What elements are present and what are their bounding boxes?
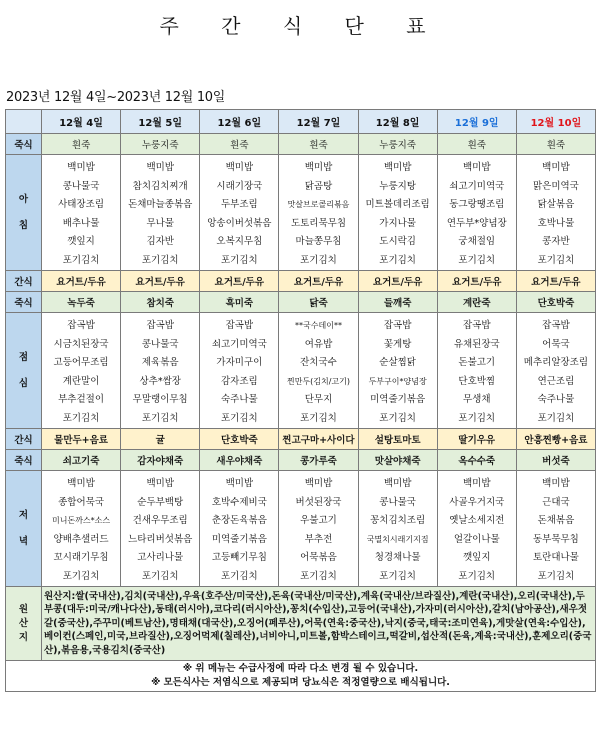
menu-item: 닭살볶음 bbox=[537, 199, 575, 210]
menu-item: 연두부*양념장 bbox=[446, 217, 507, 229]
menu-item: 숙주나물 bbox=[537, 394, 575, 405]
menu-item: 궁채절임 bbox=[458, 236, 496, 247]
menu-item: 포기김치 bbox=[141, 570, 179, 582]
breakfast-porridge-row-cell: 흰죽 bbox=[200, 134, 279, 155]
day-header: 12월 8일 bbox=[358, 110, 437, 134]
day-header: 12월 10일 bbox=[516, 110, 595, 134]
menu-item: **국수데이** bbox=[295, 321, 342, 330]
menu-item: 돈채마늘종볶음 bbox=[128, 199, 193, 210]
breakfast-porridge-row-cell: 흰죽 bbox=[279, 134, 358, 155]
menu-item: 잡곡밥 bbox=[383, 320, 412, 331]
note-line: ※ 모든식사는 저염식으로 제공되며 당뇨식은 적정열량으로 배식됩니다. bbox=[151, 677, 450, 689]
menu-item: 가자미구이 bbox=[216, 357, 263, 368]
menu-item: 포기김치 bbox=[379, 412, 416, 424]
note-line: ※ 위 메뉴는 수급사정에 따라 다소 변경 될 수 있습니다. bbox=[182, 663, 419, 675]
breakfast-row-cell bbox=[42, 155, 121, 271]
menu-item: 두부구이*양념장 bbox=[368, 376, 427, 386]
notes-cell bbox=[6, 661, 596, 692]
menu-item: 양배추샐러드 bbox=[53, 533, 109, 545]
menu-item: 고등어무조림 bbox=[53, 357, 109, 368]
dinner-row-cell bbox=[200, 471, 279, 587]
page-title: 주 간 식 단 표 bbox=[159, 14, 444, 38]
menu-item: 백미밥 bbox=[146, 478, 174, 489]
menu-item: 포기김치 bbox=[300, 412, 337, 424]
breakfast-row-cell bbox=[516, 155, 595, 271]
day-header: 12월 9일 bbox=[437, 110, 516, 134]
header-corner bbox=[6, 110, 42, 134]
dinner-porridge-row-cell: 옥수수죽 bbox=[437, 450, 516, 471]
menu-item: 포기김치 bbox=[379, 570, 416, 582]
dinner-porridge-row-cell: 버섯죽 bbox=[516, 450, 595, 471]
menu-item: 상추*쌈장 bbox=[139, 375, 181, 387]
menu-item: 포기김치 bbox=[458, 254, 496, 266]
dinner-porridge-row-cell: 감자야채죽 bbox=[121, 450, 200, 471]
menu-item: 미니돈까스*소스 bbox=[52, 516, 111, 525]
row-label-snack: 간식 bbox=[6, 429, 42, 450]
menu-item: 단무지 bbox=[304, 394, 333, 405]
menu-item: 시금치된장국 bbox=[53, 338, 109, 350]
menu-item: 느타리버섯볶음 bbox=[128, 533, 193, 545]
afternoon-snack-row-cell: 설탕토마토 bbox=[358, 429, 437, 450]
dinner-row-cell bbox=[279, 471, 358, 587]
menu-item: 맛살브로콜리볶음 bbox=[287, 200, 350, 209]
menu-item: 도토리묵무침 bbox=[290, 217, 347, 229]
dinner-porridge-row-cell: 새우야채죽 bbox=[200, 450, 279, 471]
menu-item: 백미밥 bbox=[383, 478, 412, 489]
menu-item: 종합어묵국 bbox=[58, 496, 105, 508]
morning-snack-row-cell: 요거트/두유 bbox=[358, 271, 437, 292]
lunch-row-cell bbox=[437, 313, 516, 429]
dinner-porridge-row bbox=[6, 450, 596, 471]
menu-item: 토란대나물 bbox=[532, 552, 579, 563]
menu-item: 잡곡밥 bbox=[542, 320, 570, 331]
menu-item: 두부조림 bbox=[220, 199, 258, 210]
menu-item: 백미밥 bbox=[463, 162, 491, 173]
menu-item: 꽃게탕 bbox=[383, 338, 412, 350]
menu-item: 무생채 bbox=[463, 394, 491, 405]
menu-item: 포기김치 bbox=[62, 570, 100, 582]
menu-item: 잡곡밥 bbox=[146, 320, 174, 331]
lunch-porridge-row-cell: 녹두죽 bbox=[42, 292, 121, 313]
menu-item: 부추전 bbox=[304, 533, 333, 545]
menu-item: 미역줄기볶음 bbox=[211, 533, 267, 545]
menu-item: 포기김치 bbox=[62, 254, 100, 266]
menu-item: 춘장돈육볶음 bbox=[211, 515, 267, 526]
menu-item: 백미밥 bbox=[225, 162, 254, 173]
breakfast-porridge-row bbox=[6, 134, 596, 155]
menu-item: 참치김치찌개 bbox=[132, 180, 188, 192]
menu-item: 청경채나물 bbox=[374, 552, 421, 563]
menu-item: 돈채볶음 bbox=[537, 515, 575, 526]
lunch-row-cell bbox=[279, 313, 358, 429]
menu-item: 무말랭이무침 bbox=[132, 394, 188, 405]
menu-item: 건새우무조림 bbox=[132, 515, 188, 526]
menu-item: 여유밥 bbox=[304, 338, 333, 350]
menu-item: 꼬시래기무침 bbox=[53, 552, 109, 563]
menu-item: 가지나물 bbox=[379, 217, 416, 229]
menu-item: 어묵볶음 bbox=[300, 552, 337, 563]
row-label-breakfast: 아 침 bbox=[6, 155, 42, 271]
menu-item: 포기김치 bbox=[220, 412, 258, 424]
menu-item: 동부묵무침 bbox=[532, 533, 579, 545]
morning-snack-row-cell: 요거트/두유 bbox=[121, 271, 200, 292]
menu-item: 깻잎지 bbox=[67, 236, 95, 247]
menu-item: 포기김치 bbox=[220, 570, 258, 582]
menu-item: 백미밥 bbox=[304, 162, 333, 173]
breakfast-row-cell bbox=[200, 155, 279, 271]
menu-item: 잡곡밥 bbox=[67, 320, 95, 331]
menu-item: 백미밥 bbox=[146, 162, 174, 173]
lunch-row-cell bbox=[200, 313, 279, 429]
menu-item: 포기김치 bbox=[458, 412, 496, 424]
menu-item: 백미밥 bbox=[67, 162, 95, 173]
menu-item: 백미밥 bbox=[304, 478, 333, 489]
breakfast-porridge-row-cell: 누룽지죽 bbox=[358, 134, 437, 155]
breakfast-row-cell bbox=[358, 155, 437, 271]
row-label-porridge: 죽식 bbox=[6, 134, 42, 155]
menu-item: 쇠고기미역국 bbox=[211, 338, 267, 350]
dinner-row bbox=[6, 471, 596, 587]
day-header: 12월 6일 bbox=[200, 110, 279, 134]
lunch-row-cell bbox=[516, 313, 595, 429]
morning-snack-row-cell: 요거트/두유 bbox=[516, 271, 595, 292]
menu-item: 미트볼데리조림 bbox=[365, 199, 430, 210]
menu-item: 꽁치김치조림 bbox=[370, 515, 426, 526]
lunch-row-cell bbox=[358, 313, 437, 429]
dinner-row-cell bbox=[121, 471, 200, 587]
notes-row bbox=[6, 661, 596, 692]
morning-snack-row-cell: 요거트/두유 bbox=[200, 271, 279, 292]
afternoon-snack-row-cell: 귤 bbox=[121, 429, 200, 450]
lunch-porridge-row-cell: 단호박죽 bbox=[516, 292, 595, 313]
row-label-porridge: 죽식 bbox=[6, 292, 42, 313]
menu-item: 국멸치시래기지짐 bbox=[366, 534, 429, 544]
afternoon-snack-row-cell: 안흥찐빵+음료 bbox=[516, 429, 595, 450]
menu-item: 고사리나물 bbox=[137, 552, 184, 563]
menu-item: 콩자반 bbox=[542, 236, 570, 247]
menu-item: 무나물 bbox=[146, 217, 174, 229]
menu-item: 백미밥 bbox=[463, 478, 491, 489]
breakfast-porridge-row-cell: 흰죽 bbox=[516, 134, 595, 155]
lunch-porridge-row-cell: 흑미죽 bbox=[200, 292, 279, 313]
menu-item: 포기김치 bbox=[537, 254, 575, 266]
morning-snack-row-cell: 요거트/두유 bbox=[279, 271, 358, 292]
menu-item: 옛날소세지전 bbox=[449, 515, 505, 526]
menu-item: 도시락김 bbox=[379, 236, 416, 247]
morning-snack-row-cell: 요거트/두유 bbox=[437, 271, 516, 292]
afternoon-snack-row-cell: 찐고구마+사이다 bbox=[279, 429, 358, 450]
header-row bbox=[6, 110, 596, 134]
breakfast-porridge-row-cell: 흰죽 bbox=[42, 134, 121, 155]
menu-item: 백미밥 bbox=[225, 478, 254, 489]
menu-item: 쇠고기미역국 bbox=[449, 180, 505, 192]
menu-item: 우불고기 bbox=[300, 515, 337, 526]
menu-item: 앙송이버섯볶음 bbox=[207, 217, 272, 229]
weekly-menu-table bbox=[5, 109, 596, 692]
menu-item: 연근조림 bbox=[537, 375, 575, 387]
breakfast-row-cell bbox=[121, 155, 200, 271]
menu-item: 사골우거지국 bbox=[449, 496, 505, 508]
menu-item: 잡곡밥 bbox=[463, 320, 491, 331]
row-label-dinner: 저 녁 bbox=[6, 471, 42, 587]
menu-item: 돈불고기 bbox=[458, 357, 496, 368]
date-range: 2023년 12월 4일~2023년 12월 10일 bbox=[6, 90, 226, 105]
menu-item: 포기김치 bbox=[220, 254, 258, 266]
dinner-row-cell bbox=[437, 471, 516, 587]
lunch-row bbox=[6, 313, 596, 429]
dinner-porridge-row-cell: 콩가루죽 bbox=[279, 450, 358, 471]
menu-item: 오복지무침 bbox=[216, 236, 263, 247]
menu-item: 시래기장국 bbox=[216, 180, 263, 192]
breakfast-row-cell bbox=[437, 155, 516, 271]
menu-item: 포기김치 bbox=[141, 412, 179, 424]
menu-item: 호박나물 bbox=[537, 217, 575, 229]
menu-item: 맑은미역국 bbox=[532, 180, 579, 192]
morning-snack-row bbox=[6, 271, 596, 292]
menu-item: 버섯된장국 bbox=[295, 496, 342, 508]
menu-item: 근대국 bbox=[542, 496, 570, 508]
menu-item: 백미밥 bbox=[67, 478, 95, 489]
row-label-lunch: 점 심 bbox=[6, 313, 42, 429]
lunch-porridge-row-cell: 닭죽 bbox=[279, 292, 358, 313]
menu-item: 사태장조림 bbox=[58, 199, 105, 210]
origin-text: 원산지:쌀(국내산),김치(국내산),우육(호주산/미국산),돈육(국내산/미국산),계육(국내산/브라질산),계란(국내산),오리(국내산),두부콩(대두:미국/캐나다산),동태(러시아),코다리(러시아산),꽁치(수입산),고등어(국내산),가자미(러시아산),갈치(남아공산),새우젓갈(중국산),주꾸미(베트남산),명태채(대국산),오징어(페루산),어묵(연육:중국산),낙지(중국,태국:조미연육),게맛살(연육:수입산),베이컨(스페인,미국,브라질산),오징어먹제(칠레산),너비아니,미트볼,함박스테이크,떡갈비,섭산적(돈육,계육:국내산),훈제오리(중국산),볶음용,국용김치(중국산) bbox=[42, 587, 596, 661]
lunch-row-cell bbox=[42, 313, 121, 429]
menu-item: 유채된장국 bbox=[453, 338, 500, 350]
menu-item: 잔치국수 bbox=[300, 357, 337, 368]
menu-item: 고등빼기무침 bbox=[211, 552, 267, 563]
breakfast-porridge-row-cell: 누룽지죽 bbox=[121, 134, 200, 155]
morning-snack-row-cell: 요거트/두유 bbox=[42, 271, 121, 292]
afternoon-snack-row bbox=[6, 429, 596, 450]
breakfast-porridge-row-cell: 흰죽 bbox=[437, 134, 516, 155]
menu-item: 포기김치 bbox=[300, 570, 337, 582]
menu-item: 김자반 bbox=[146, 236, 174, 247]
menu-item: 순살찜닭 bbox=[379, 357, 416, 368]
dinner-porridge-row-cell: 쇠고기죽 bbox=[42, 450, 121, 471]
origin-row bbox=[6, 587, 596, 661]
menu-item: 콩나물국 bbox=[62, 180, 100, 192]
menu-item: 포기김치 bbox=[62, 412, 100, 424]
menu-item: 호박수제비국 bbox=[211, 496, 267, 508]
origin-label: 원 산 지 bbox=[6, 587, 42, 661]
menu-item: 백미밥 bbox=[542, 478, 570, 489]
menu-item: 동그랑땡조림 bbox=[449, 199, 505, 210]
lunch-porridge-row bbox=[6, 292, 596, 313]
menu-item: 미역줄기볶음 bbox=[370, 394, 426, 405]
menu-item: 누룽지탕 bbox=[379, 180, 416, 192]
lunch-row-cell bbox=[121, 313, 200, 429]
menu-item: 포기김치 bbox=[458, 570, 496, 582]
day-header: 12월 4일 bbox=[42, 110, 121, 134]
menu-item: 백미밥 bbox=[542, 162, 570, 173]
lunch-porridge-row-cell: 계란죽 bbox=[437, 292, 516, 313]
row-label-porridge: 죽식 bbox=[6, 450, 42, 471]
menu-item: 어묵국 bbox=[542, 338, 570, 350]
menu-item: 단호박찜 bbox=[458, 375, 496, 387]
dinner-row-cell bbox=[42, 471, 121, 587]
menu-item: 깻잎지 bbox=[463, 552, 491, 563]
menu-item: 제육볶음 bbox=[141, 357, 179, 368]
menu-item: 얼갈이나물 bbox=[453, 533, 500, 545]
lunch-porridge-row-cell: 참치죽 bbox=[121, 292, 200, 313]
menu-item: 배추나물 bbox=[62, 217, 100, 229]
afternoon-snack-row-cell: 딸기우유 bbox=[437, 429, 516, 450]
breakfast-row bbox=[6, 155, 596, 271]
menu-item: 부추겉절이 bbox=[58, 394, 105, 405]
menu-item: 잡곡밥 bbox=[225, 320, 254, 331]
afternoon-snack-row-cell: 물만두+음료 bbox=[42, 429, 121, 450]
afternoon-snack-row-cell: 단호박죽 bbox=[200, 429, 279, 450]
menu-item: 포기김치 bbox=[300, 254, 337, 266]
dinner-row-cell bbox=[358, 471, 437, 587]
dinner-porridge-row-cell: 맛살야채죽 bbox=[358, 450, 437, 471]
menu-item: 백미밥 bbox=[383, 162, 412, 173]
row-label-snack: 간식 bbox=[6, 271, 42, 292]
menu-item: 순두부백탕 bbox=[137, 496, 184, 508]
menu-item: 포기김치 bbox=[379, 254, 416, 266]
menu-item: 포기김치 bbox=[537, 570, 575, 582]
menu-item: 숙주나물 bbox=[220, 394, 258, 405]
menu-item: 메추리알장조림 bbox=[523, 357, 589, 368]
day-header: 12월 7일 bbox=[279, 110, 358, 134]
menu-item: 마늘쫑무침 bbox=[295, 236, 342, 247]
menu-item: 콩나물국 bbox=[379, 496, 416, 508]
day-header: 12월 5일 bbox=[121, 110, 200, 134]
menu-item: 콩나물국 bbox=[141, 338, 179, 350]
menu-item: 계란말이 bbox=[62, 375, 100, 387]
lunch-porridge-row-cell: 들깨죽 bbox=[358, 292, 437, 313]
breakfast-row-cell bbox=[279, 155, 358, 271]
menu-item: 포기김치 bbox=[537, 412, 575, 424]
menu-item: 감자조림 bbox=[220, 375, 258, 387]
menu-item: 닭곰탕 bbox=[304, 180, 333, 192]
dinner-row-cell bbox=[516, 471, 595, 587]
menu-item: 포기김치 bbox=[141, 254, 179, 266]
menu-item: 찐만두(김치/고기) bbox=[286, 376, 351, 386]
